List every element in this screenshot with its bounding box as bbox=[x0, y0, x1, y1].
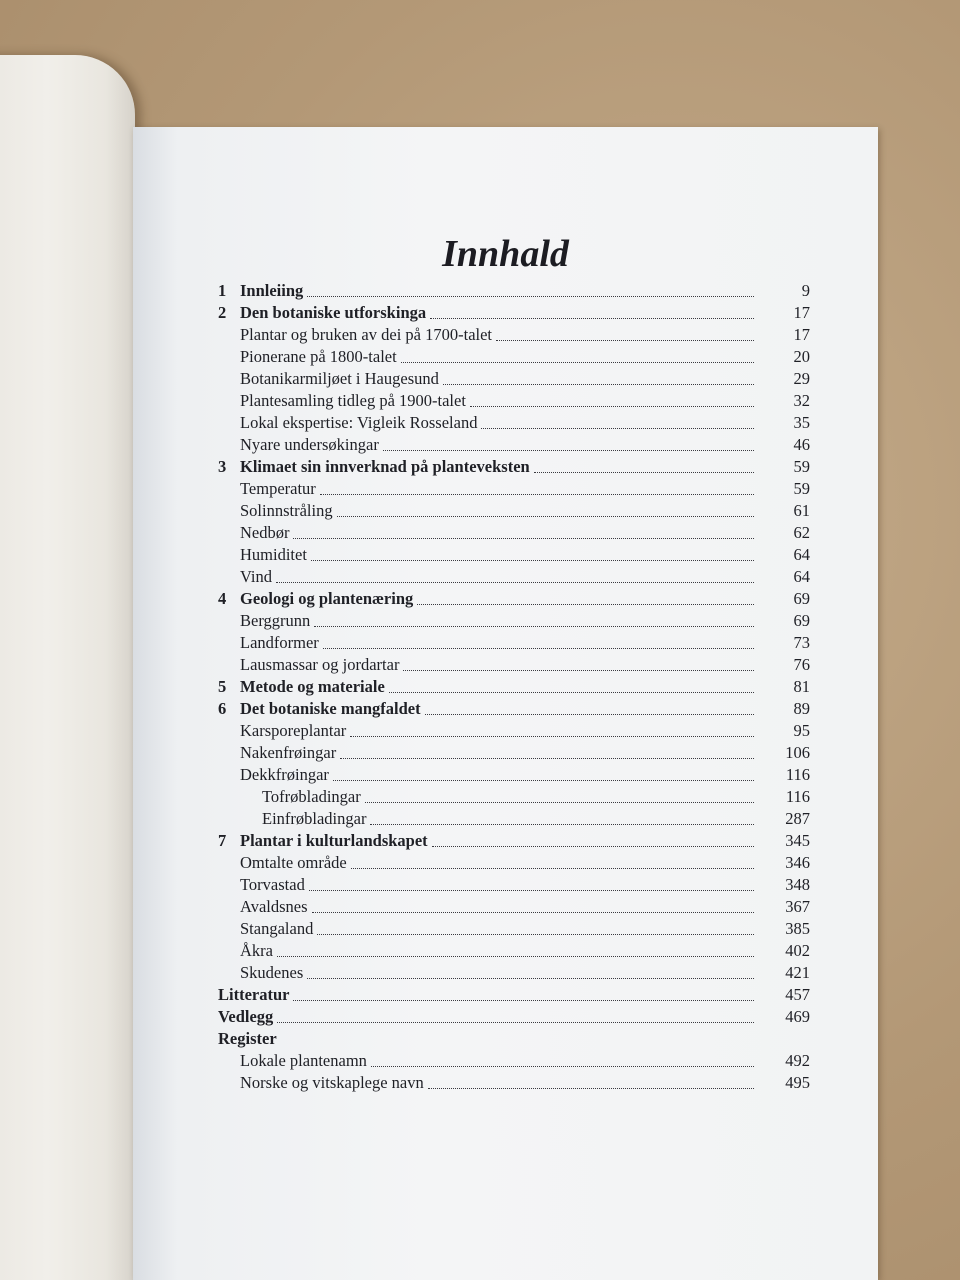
toc-entry bbox=[218, 962, 810, 984]
toc-leader-dots bbox=[350, 736, 754, 737]
toc-entry-number: 7 bbox=[218, 831, 227, 850]
toc-entry-label: Norske og vitskaplege navn bbox=[240, 1073, 424, 1092]
toc-entry-label: Humiditet bbox=[240, 545, 307, 564]
toc-entry-label: Åkra bbox=[240, 941, 273, 960]
toc-entry bbox=[218, 500, 810, 522]
toc-entry-label: Register bbox=[218, 1029, 277, 1048]
toc-entry bbox=[218, 588, 810, 610]
toc-leader-dots bbox=[314, 626, 754, 627]
toc-leader-dots bbox=[307, 978, 754, 979]
toc-entry bbox=[218, 918, 810, 940]
toc-entry-label: Torvastad bbox=[240, 875, 305, 894]
toc-leader-dots bbox=[309, 890, 754, 891]
toc-entry-number: 6 bbox=[218, 699, 227, 718]
toc-leader-dots bbox=[443, 384, 754, 385]
toc-leader-dots bbox=[496, 340, 754, 341]
toc-leader-dots bbox=[307, 296, 754, 297]
toc-entry-label: Nakenfrøingar bbox=[240, 743, 337, 762]
toc-entry-page: 81 bbox=[793, 677, 810, 696]
toc-entry bbox=[218, 478, 810, 500]
toc-entry bbox=[218, 830, 810, 852]
toc-entry-number: 1 bbox=[218, 281, 227, 300]
toc-entry-page: 59 bbox=[793, 457, 810, 476]
toc-entry-label: Dekkfrøingar bbox=[240, 765, 329, 784]
toc-entry-label: Tofrøbladingar bbox=[262, 787, 361, 806]
toc-leader-dots bbox=[432, 846, 754, 847]
toc-entry-label: Nyare undersøkingar bbox=[240, 435, 379, 454]
toc-leader-dots bbox=[470, 406, 754, 407]
toc-entry-page: 402 bbox=[785, 941, 810, 960]
toc-leader-dots bbox=[333, 780, 754, 781]
toc-entry-page: 116 bbox=[785, 787, 810, 806]
toc-leader-dots bbox=[351, 868, 754, 869]
toc-entry-page: 345 bbox=[785, 831, 810, 850]
left-page bbox=[0, 55, 135, 1280]
toc-entry-label: Temperatur bbox=[240, 479, 316, 498]
toc-entry bbox=[218, 522, 810, 544]
toc-entry-label: Litteratur bbox=[218, 985, 290, 1004]
toc-leader-dots bbox=[417, 604, 754, 605]
toc-leader-dots bbox=[389, 692, 754, 693]
toc-entry-page: 64 bbox=[793, 545, 810, 564]
toc-entry bbox=[218, 852, 810, 874]
toc-entry-label: Solinnstråling bbox=[240, 501, 333, 520]
toc-leader-dots bbox=[311, 560, 754, 561]
toc-entry-page: 69 bbox=[793, 611, 810, 630]
table-of-contents bbox=[218, 280, 810, 1094]
toc-entry bbox=[218, 1006, 810, 1028]
toc-leader-dots bbox=[317, 934, 754, 935]
toc-entry-page: 385 bbox=[785, 919, 810, 938]
toc-entry bbox=[218, 302, 810, 324]
toc-entry-label: Berggrunn bbox=[240, 611, 311, 630]
toc-entry bbox=[218, 896, 810, 918]
toc-entry bbox=[218, 324, 810, 346]
toc-entry bbox=[218, 566, 810, 588]
toc-entry-page: 346 bbox=[785, 853, 810, 872]
toc-entry bbox=[218, 808, 810, 830]
page-title: Innhald bbox=[442, 233, 569, 275]
toc-entry-label: Plantar og bruken av dei på 1700-talet bbox=[240, 325, 493, 344]
toc-entry bbox=[218, 654, 810, 676]
toc-entry bbox=[218, 984, 810, 1006]
toc-entry bbox=[218, 874, 810, 896]
toc-entry-page: 46 bbox=[793, 435, 810, 454]
toc-entry-page: 62 bbox=[793, 523, 810, 542]
toc-entry bbox=[218, 280, 810, 302]
toc-entry-label: Geologi og plantenæring bbox=[240, 589, 414, 608]
toc-entry-label: Lausmassar og jordartar bbox=[240, 655, 400, 674]
toc-entry bbox=[218, 786, 810, 808]
toc-entry bbox=[218, 940, 810, 962]
toc-leader-dots bbox=[337, 516, 754, 517]
toc-entry-label: Avaldsnes bbox=[240, 897, 308, 916]
toc-leader-dots bbox=[323, 648, 754, 649]
toc-entry bbox=[218, 676, 810, 698]
toc-entry-label: Den botaniske utforskinga bbox=[240, 303, 427, 322]
toc-entry bbox=[218, 764, 810, 786]
toc-entry-label: Plantesamling tidleg på 1900-talet bbox=[240, 391, 466, 410]
toc-leader-dots bbox=[365, 802, 754, 803]
toc-leader-dots bbox=[320, 494, 754, 495]
toc-leader-dots bbox=[403, 670, 754, 671]
toc-leader-dots bbox=[371, 1066, 754, 1067]
toc-entry-label: Stangaland bbox=[240, 919, 314, 938]
toc-entry bbox=[218, 456, 810, 478]
toc-entry-page: 20 bbox=[793, 347, 810, 366]
toc-leader-dots bbox=[425, 714, 754, 715]
toc-entry bbox=[218, 544, 810, 566]
toc-entry-label: Omtalte område bbox=[240, 853, 347, 872]
toc-entry-page: 492 bbox=[785, 1051, 810, 1070]
toc-entry-page: 29 bbox=[793, 369, 810, 388]
toc-entry-label: Klimaet sin innverknad på planteveksten bbox=[240, 457, 530, 476]
toc-entry-label: Plantar i kulturlandskapet bbox=[240, 831, 428, 850]
toc-entry bbox=[218, 390, 810, 412]
toc-entry-label: Lokale plantenamn bbox=[240, 1051, 367, 1070]
toc-leader-dots bbox=[481, 428, 754, 429]
toc-entry-page: 348 bbox=[785, 875, 810, 894]
toc-leader-dots bbox=[430, 318, 754, 319]
toc-entry-label: Metode og materiale bbox=[240, 677, 385, 696]
toc-leader-dots bbox=[383, 450, 754, 451]
toc-entry bbox=[218, 346, 810, 368]
toc-entry-label: Botanikarmiljøet i Haugesund bbox=[240, 369, 439, 388]
toc-entry bbox=[218, 1050, 810, 1072]
toc-entry-number: 4 bbox=[218, 589, 227, 608]
toc-entry-page: 95 bbox=[793, 721, 810, 740]
toc-entry-page: 367 bbox=[785, 897, 810, 916]
toc-leader-dots bbox=[401, 362, 754, 363]
toc-entry-page: 116 bbox=[785, 765, 810, 784]
toc-entry-number: 3 bbox=[218, 457, 227, 476]
toc-entry bbox=[218, 412, 810, 434]
toc-leader-dots bbox=[428, 1088, 754, 1089]
toc-entry-page: 495 bbox=[785, 1073, 810, 1092]
toc-entry-label: Pionerane på 1800-talet bbox=[240, 347, 397, 366]
toc-entry-page: 69 bbox=[793, 589, 810, 608]
toc-leader-dots bbox=[277, 956, 754, 957]
toc-entry bbox=[218, 1028, 810, 1050]
toc-leader-dots bbox=[370, 824, 754, 825]
toc-leader-dots bbox=[340, 758, 754, 759]
toc-entry-page: 9 bbox=[801, 281, 810, 300]
toc-entry-page: 89 bbox=[793, 699, 810, 718]
toc-entry-page: 76 bbox=[793, 655, 810, 674]
toc-entry bbox=[218, 368, 810, 390]
toc-entry-page: 287 bbox=[785, 809, 810, 828]
toc-entry-label: Skudenes bbox=[240, 963, 304, 982]
toc-entry-number: 2 bbox=[218, 303, 227, 322]
toc-entry-label: Innleiing bbox=[240, 281, 304, 300]
toc-entry-page: 17 bbox=[793, 303, 810, 322]
toc-leader-dots bbox=[534, 472, 754, 473]
toc-entry-page: 457 bbox=[785, 985, 810, 1004]
toc-entry bbox=[218, 610, 810, 632]
toc-entry bbox=[218, 742, 810, 764]
toc-entry-label: Vind bbox=[240, 567, 273, 586]
toc-entry-label: Lokal ekspertise: Vigleik Rosseland bbox=[240, 413, 478, 432]
toc-leader-dots bbox=[276, 582, 754, 583]
toc-entry bbox=[218, 720, 810, 742]
toc-entry-page: 59 bbox=[793, 479, 810, 498]
toc-entry-page: 17 bbox=[793, 325, 810, 344]
toc-entry-page: 106 bbox=[785, 743, 810, 762]
toc-entry-label: Det botaniske mangfaldet bbox=[240, 699, 421, 718]
toc-entry-label: Einfrøbladingar bbox=[262, 809, 367, 828]
toc-entry-page: 64 bbox=[793, 567, 810, 586]
toc-leader-dots bbox=[312, 912, 754, 913]
toc-leader-dots bbox=[277, 1022, 754, 1023]
toc-entry-number: 5 bbox=[218, 677, 227, 696]
toc-entry-page: 35 bbox=[793, 413, 810, 432]
toc-entry-label: Landformer bbox=[240, 633, 319, 652]
toc-entry bbox=[218, 698, 810, 720]
toc-entry-page: 61 bbox=[793, 501, 810, 520]
toc-entry-page: 32 bbox=[793, 391, 810, 410]
toc-entry-page: 73 bbox=[793, 633, 810, 652]
toc-entry bbox=[218, 1072, 810, 1094]
toc-entry-label: Vedlegg bbox=[218, 1007, 274, 1026]
toc-entry bbox=[218, 434, 810, 456]
toc-leader-dots bbox=[293, 538, 754, 539]
toc-leader-dots bbox=[293, 1000, 754, 1001]
toc-entry-page: 421 bbox=[785, 963, 810, 982]
toc-entry-label: Nedbør bbox=[240, 523, 290, 542]
toc-entry-label: Karsporeplantar bbox=[240, 721, 347, 740]
toc-entry bbox=[218, 632, 810, 654]
toc-entry-page: 469 bbox=[785, 1007, 810, 1026]
